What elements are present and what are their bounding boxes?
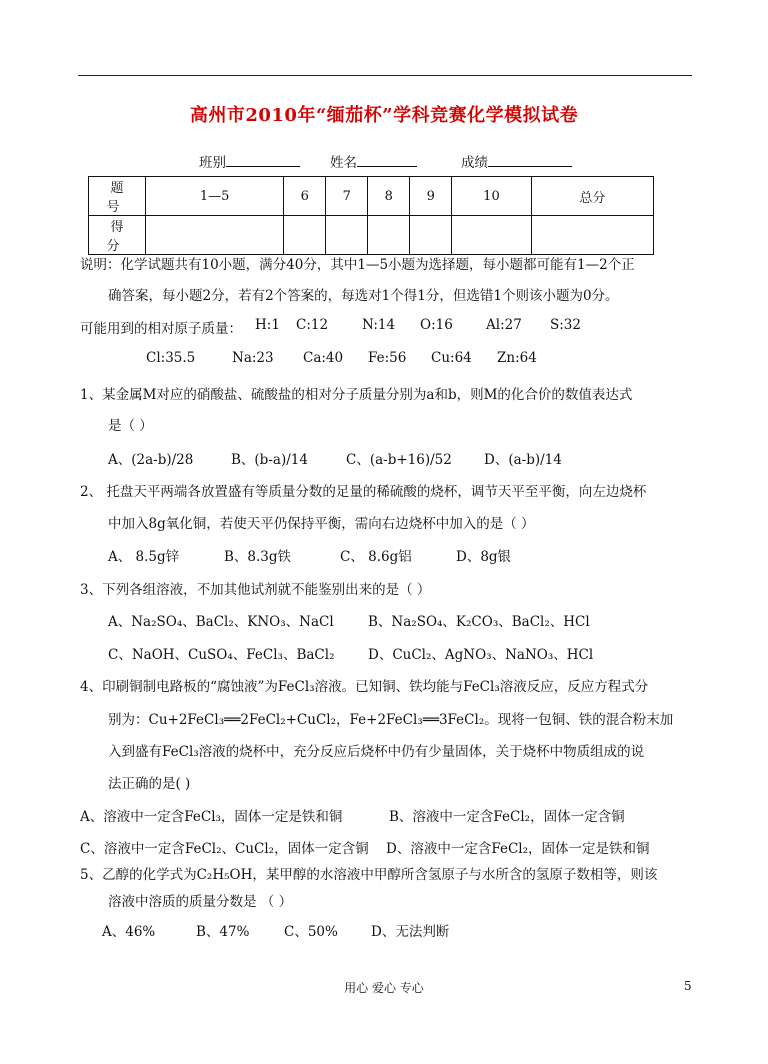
atomic-mass-item: S:32 (550, 317, 581, 333)
q4-option-b: B、溶液中一定含FeCl₂，固体一定含铜 (389, 809, 625, 825)
q2-option-d: D、8g银 (456, 549, 512, 565)
score-label: 成绩 (461, 155, 488, 171)
header-cell: 总分 (531, 177, 653, 216)
header-cell: 10 (452, 177, 531, 216)
q3-option-d: D、CuCl₂、AgNO₃、NaNO₃、HCl (368, 647, 594, 663)
header-cell: 6 (284, 177, 326, 216)
header-cell: 7 (326, 177, 368, 216)
q4-option-d: D、溶液中一定含FeCl₂，固体一定是铁和铜 (386, 841, 650, 857)
q5-stem-line-2: 溶液中溶质的质量分数是 （ ） (108, 894, 293, 910)
instructions-line-1: 说明：化学试题共有10小题，满分40分，其中1—5小题为选择题，每小题都可能有1—2个正 (80, 257, 635, 273)
q5-option-c: C、50% (284, 924, 338, 940)
q1-option-d: D、(a-b)/14 (484, 452, 562, 468)
header-cell: 1—5 (146, 177, 284, 216)
q2-option-a: A、 8.5g锌 (108, 549, 180, 565)
q5-stem-line-1: 5、乙醇的化学式为C₂H₅OH，某甲醇的水溶液中甲醇所含氢原子与水所含的氢原子数相等，则该 (80, 867, 658, 883)
header-cell: 8 (368, 177, 410, 216)
header-cell: 题 号 (89, 177, 146, 216)
q2-stem-line-1: 2、 托盘天平两端各放置盛有等质量分数的足量的稀硫酸的烧杯，调节天平至平衡，向左边烧杯 (80, 484, 647, 500)
q5-option-a: A、46% (102, 924, 156, 940)
page-footer: 用心 爱心 专心 (344, 981, 424, 995)
name-blank (357, 152, 417, 167)
q1-stem-line-2: 是（ ） (108, 418, 153, 434)
q5-option-b: B、47% (196, 924, 250, 940)
q2-option-c: C、 8.6g铝 (340, 549, 412, 565)
page-title: 高州市2010年“缅茄杯”学科竞赛化学模拟试卷 (189, 105, 579, 126)
q5-option-d: D、无法判断 (371, 924, 450, 940)
q4-stem-line-2: 别为：Cu+2FeCl₃══2FeCl₂+CuCl₂，Fe+2FeCl₃══3FeCl₂。现将一包铜、铁的混合粉末加 (108, 712, 674, 728)
instructions-line-2: 确答案，每小题2分，若有2个答案的，每选对1个得1分，但选错1个则该小题为0分。 (108, 288, 619, 304)
score-cell (146, 216, 284, 255)
q1-option-c: C、(a-b+16)/52 (346, 452, 452, 468)
score-cell (326, 216, 368, 255)
atomic-mass-item: O:16 (420, 317, 453, 333)
atomic-mass-item: Zn:64 (497, 350, 537, 366)
q1-option-a: A、(2a-b)/28 (108, 452, 194, 468)
header-cell: 9 (410, 177, 452, 216)
q4-stem-line-4: 法正确的是( ) (108, 776, 191, 792)
q3-option-a: A、Na₂SO₄、BaCl₂、KNO₃、NaCl (108, 614, 334, 630)
atomic-mass-item: H:1 (255, 317, 280, 333)
class-field (199, 151, 300, 171)
header-rule (78, 75, 692, 76)
score-cell (531, 216, 653, 255)
q4-stem-line-3: 入到盛有FeCl₃溶液的烧杯中，充分反应后烧杯中仍有少量固体，关于烧杯中物质组成的说 (108, 744, 645, 760)
q2-stem-line-2: 中加入8g氧化铜，若使天平仍保持平衡，需向右边烧杯中加入的是（ ） (108, 516, 535, 532)
q1-stem-line-1: 1、某金属M对应的硝酸盐、硫酸盐的相对分子质量分别为a和b，则M的化合价的数值表达式 (80, 387, 633, 403)
atomic-mass-label: 可能用到的相对原子质量： (80, 321, 242, 337)
q1-option-b: B、(b-a)/14 (231, 452, 308, 468)
score-cell (410, 216, 452, 255)
score-row-label: 得 分 (89, 216, 146, 255)
score-cell (368, 216, 410, 255)
atomic-mass-item: Na:23 (232, 350, 274, 366)
atomic-mass-item: N:14 (362, 317, 396, 333)
q4-stem-line-1: 4、印刷铜制电路板的“腐蚀液”为FeCl₃溶液。已知铜、铁均能与FeCl₃溶液反应，反应方程式分 (80, 679, 649, 695)
score-field (461, 151, 572, 171)
q3-option-c: C、NaOH、CuSO₄、FeCl₃、BaCl₂ (108, 647, 335, 663)
score-table-header-row (89, 177, 654, 216)
class-label: 班别 (199, 155, 226, 171)
atomic-mass-item: Cl:35.5 (146, 350, 196, 366)
page-number: 5 (684, 979, 692, 993)
atomic-mass-item: C:12 (296, 317, 329, 333)
q2-option-b: B、8.3g铁 (224, 549, 292, 565)
atomic-mass-item: Ca:40 (303, 350, 344, 366)
q3-stem: 3、下列各组溶液，不加其他试剂就不能鉴别出来的是（ ） (80, 582, 431, 598)
name-label: 姓名 (330, 155, 357, 171)
atomic-mass-item: Cu:64 (431, 350, 472, 366)
score-table (88, 176, 654, 255)
score-cell (284, 216, 326, 255)
q4-option-c: C、溶液中一定含FeCl₂、CuCl₂，固体一定含铜 (80, 841, 369, 857)
name-field (330, 151, 417, 171)
q3-option-b: B、Na₂SO₄、K₂CO₃、BaCl₂、HCl (368, 614, 590, 630)
atomic-mass-item: Al:27 (486, 317, 522, 333)
atomic-mass-item: Fe:56 (368, 350, 407, 366)
q4-option-a: A、溶液中一定含FeCl₃，固体一定是铁和铜 (80, 809, 343, 825)
score-blank (488, 152, 572, 167)
class-blank (226, 152, 300, 167)
score-cell (452, 216, 531, 255)
score-table-score-row (89, 216, 654, 255)
